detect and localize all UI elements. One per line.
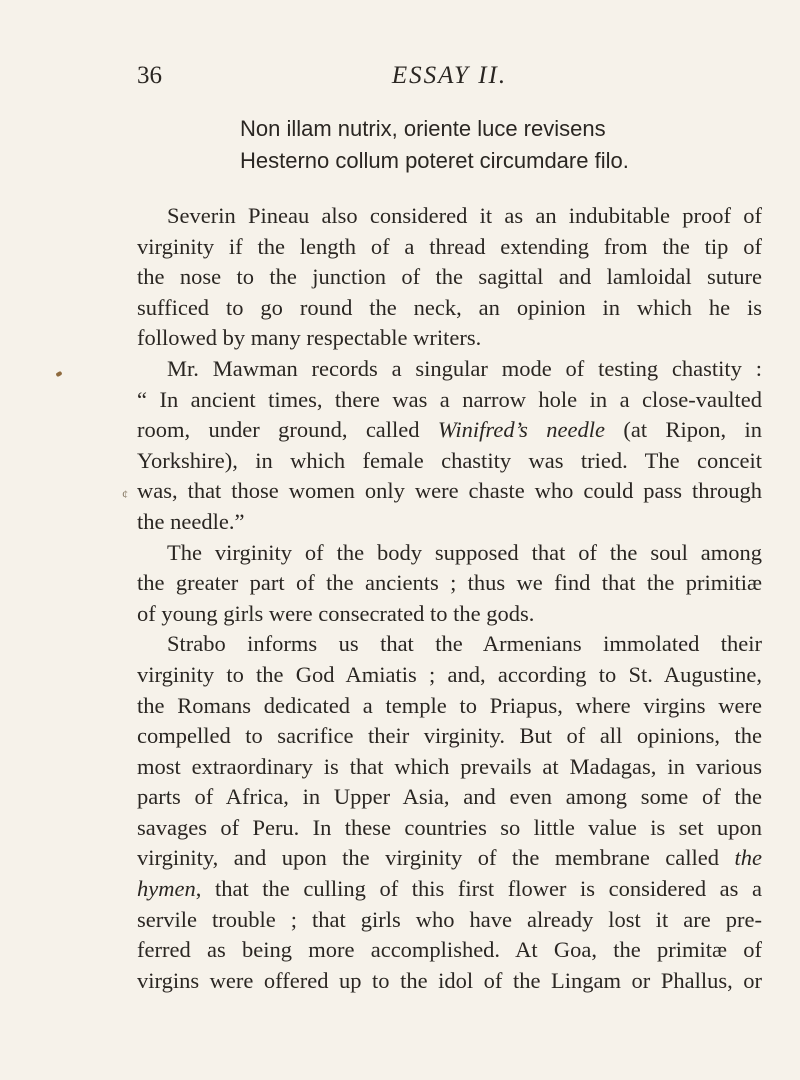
text-line: savages of Peru. In these countries so little value is set upon: [137, 814, 762, 840]
text-line: of young girls were consecrated to the gods.: [137, 600, 535, 626]
text-line: Severin Pineau also considered it as an indubitable proof of: [167, 203, 762, 228]
text-line: [137, 874, 762, 905]
text-line: Mr. Mawman records a singular mode of testing chastity :: [167, 355, 762, 381]
text-line: The virginity of the body supposed that of the soul among: [167, 539, 762, 565]
text-line: servile trouble ; that girls who have already lost it are pre-: [137, 906, 762, 932]
text-line: the nose to the junction of the sagittal and lamloidal suture: [137, 264, 762, 290]
text-line: Strabo informs us that the Armenians immolated their: [167, 631, 762, 657]
verse-line: Non illam nutrix, oriente luce revisens: [240, 116, 606, 141]
text-line: ferred as being more accomplished. At Goa, the primitæ of: [137, 937, 762, 963]
verse-line: Hesterno collum poteret circumdare filo.: [240, 148, 629, 173]
text-line: compelled to sacrifice their virginity. But of all opinions, the: [137, 723, 762, 749]
text-line: parts of Africa, in Upper Asia, and even among some of the: [137, 784, 762, 810]
text-line: followed by many respectable writers.: [137, 325, 482, 351]
italic-term: the: [734, 845, 762, 871]
latin-verse: [240, 113, 760, 177]
text-line: sufficed to go round the neck, an opinion in which he is: [137, 294, 762, 320]
text-line: the greater part of the ancients ; thus we find that the primitiæ: [137, 570, 762, 596]
body-text: [137, 201, 762, 996]
text-run: virginity, and upon the virginity of the membrane called: [137, 845, 735, 871]
page-header: [137, 62, 762, 102]
text-line: virginity to the God Amiatis ; and, according to St. Augustine,: [137, 661, 762, 687]
italic-title: Winifred’s needle: [437, 417, 605, 443]
text-line: most extraordinary is that which prevails at Madagas, in various: [137, 753, 762, 779]
text-line: the Romans dedicated a temple to Priapus, where virgins were: [137, 692, 762, 718]
page-number: 36: [137, 62, 162, 89]
text-line: virgins were offered up to the idol of the Lingam or Phallus, or: [137, 967, 762, 993]
text-run: (at Ripon, in: [605, 417, 762, 443]
text-line: Yorkshire), in which female chastity was tried. The conceit: [137, 447, 762, 473]
ink-speck: [55, 371, 62, 377]
text-run: room, under ground, called: [137, 417, 438, 443]
text-line: [137, 843, 762, 874]
margin-mark: ¢: [122, 487, 128, 501]
text-run: , that the culling of this first flower is considered as a: [195, 876, 762, 902]
text-line: virginity if the length of a thread extending from the tip of: [137, 233, 762, 259]
running-head: ESSAY II.: [391, 62, 508, 89]
text-line: [137, 415, 762, 446]
text-line: the needle.”: [137, 508, 245, 534]
text-line: was, that those women only were chaste who could pass through: [137, 478, 762, 504]
italic-term: hymen: [137, 876, 196, 902]
text-line: “ In ancient times, there was a narrow hole in a close-vaulted: [137, 386, 762, 412]
